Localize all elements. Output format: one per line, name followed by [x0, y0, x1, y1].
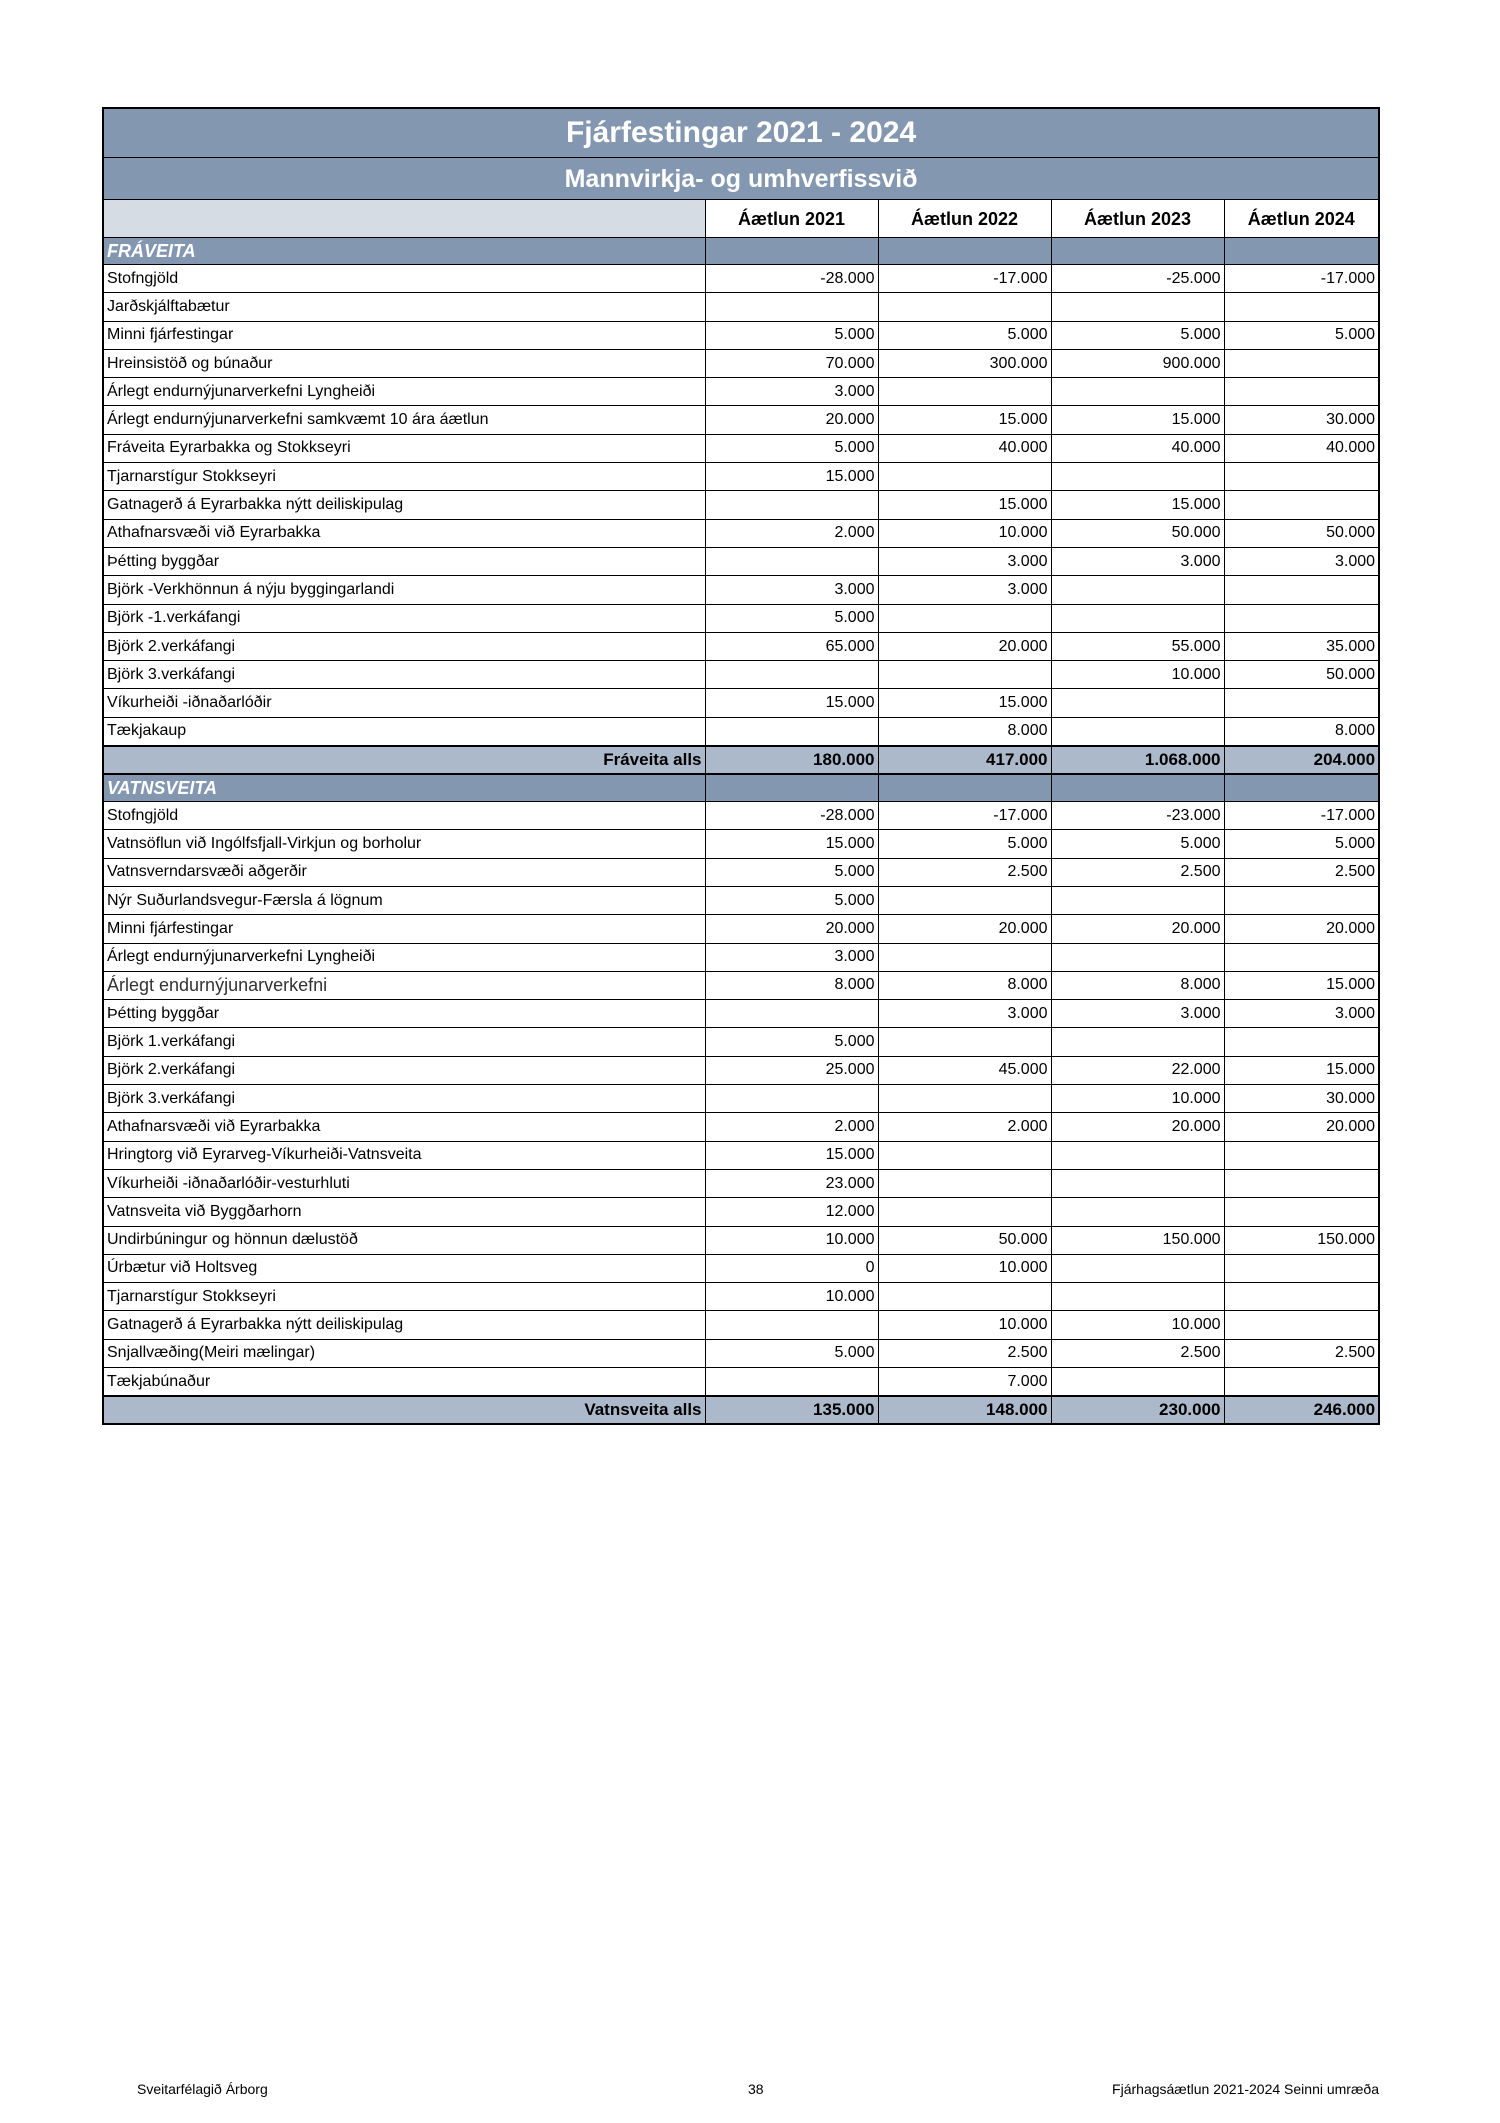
row-label: Gatnagerð á Eyrarbakka nýtt deiliskipulag: [103, 491, 705, 519]
row-value: 0: [705, 1254, 878, 1282]
row-value: 15.000: [705, 830, 878, 858]
row-value: [1051, 1367, 1224, 1396]
row-value: 10.000: [878, 1311, 1051, 1339]
row-label: Stofngjöld: [103, 265, 705, 293]
row-value: 15.000: [1051, 491, 1224, 519]
row-value: [1051, 689, 1224, 717]
row-value: [1224, 378, 1379, 406]
table-row: [103, 971, 1379, 999]
row-value: -17.000: [878, 802, 1051, 830]
row-value: 150.000: [1224, 1226, 1379, 1254]
row-value: [878, 943, 1051, 971]
row-label: Víkurheiði -iðnaðarlóðir-vesturhluti: [103, 1169, 705, 1197]
column-header-blank: [103, 200, 705, 238]
row-value: 8.000: [1224, 717, 1379, 746]
row-label: Tjarnarstígur Stokkseyri: [103, 463, 705, 491]
row-label: Jarðskjálftabætur: [103, 293, 705, 321]
row-value: 30.000: [1224, 406, 1379, 434]
row-label: Þétting byggðar: [103, 547, 705, 575]
table-row: [103, 1198, 1379, 1226]
row-value: [1224, 463, 1379, 491]
row-value: 5.000: [705, 604, 878, 632]
row-label: Árlegt endurnýjunarverkefni Lyngheiði: [103, 378, 705, 406]
row-value: [1224, 943, 1379, 971]
row-value: -28.000: [705, 802, 878, 830]
section-header-cell: [1224, 238, 1379, 265]
row-value: [878, 1085, 1051, 1113]
row-value: 20.000: [878, 632, 1051, 660]
row-label: Undirbúningur og hönnun dælustöð: [103, 1226, 705, 1254]
row-value: [1051, 943, 1224, 971]
row-value: 30.000: [1224, 1085, 1379, 1113]
row-value: 12.000: [705, 1198, 878, 1226]
row-value: [878, 1141, 1051, 1169]
row-value: 5.000: [1224, 830, 1379, 858]
row-value: 10.000: [1051, 1311, 1224, 1339]
row-label: Vatnsveita við Byggðarhorn: [103, 1198, 705, 1226]
row-label: Snjallvæðing(Meiri mælingar): [103, 1339, 705, 1367]
row-value: 150.000: [1051, 1226, 1224, 1254]
footer-document-title: Fjárhagsáætlun 2021-2024 Seinni umræða: [1112, 2081, 1379, 2097]
row-value: [1051, 378, 1224, 406]
row-value: [1224, 689, 1379, 717]
row-label: Athafnarsvæði við Eyrarbakka: [103, 1113, 705, 1141]
table-row: [103, 604, 1379, 632]
row-label: Gatnagerð á Eyrarbakka nýtt deiliskipulag: [103, 1311, 705, 1339]
row-value: [878, 1198, 1051, 1226]
row-label: Hringtorg við Eyrarveg-Víkurheiði-Vatnsveita: [103, 1141, 705, 1169]
row-value: [1224, 1141, 1379, 1169]
table-row: [103, 547, 1379, 575]
section-header-cell: [705, 238, 878, 265]
row-value: 900.000: [1051, 349, 1224, 377]
row-value: [1051, 576, 1224, 604]
row-label: Árlegt endurnýjunarverkefni: [103, 971, 705, 999]
row-value: 15.000: [705, 463, 878, 491]
row-label: Tækjakaup: [103, 717, 705, 746]
row-value: 25.000: [705, 1056, 878, 1084]
row-value: [1051, 463, 1224, 491]
row-value: 15.000: [705, 689, 878, 717]
table-row: [103, 1000, 1379, 1028]
row-value: [1224, 349, 1379, 377]
table-subtitle-row: [103, 158, 1379, 200]
row-value: [705, 1311, 878, 1339]
row-value: 15.000: [1224, 971, 1379, 999]
row-value: [1051, 1198, 1224, 1226]
table-row: [103, 858, 1379, 886]
row-value: [705, 491, 878, 519]
row-value: [705, 717, 878, 746]
row-value: 2.500: [1224, 1339, 1379, 1367]
table-row: [103, 915, 1379, 943]
table-row: [103, 519, 1379, 547]
row-value: 15.000: [1224, 1056, 1379, 1084]
row-value: [1224, 1283, 1379, 1311]
row-value: [1051, 604, 1224, 632]
row-value: 10.000: [705, 1226, 878, 1254]
table-row: [103, 1283, 1379, 1311]
row-value: 23.000: [705, 1169, 878, 1197]
row-value: -28.000: [705, 265, 878, 293]
section-header-cell: [1224, 774, 1379, 802]
section-header-row: [103, 774, 1379, 802]
row-value: 45.000: [878, 1056, 1051, 1084]
table-row: [103, 1113, 1379, 1141]
section-header-cell: [1051, 238, 1224, 265]
row-value: 3.000: [878, 1000, 1051, 1028]
row-value: [1224, 1198, 1379, 1226]
footer-municipality: Sveitarfélagið Árborg: [137, 2081, 268, 2097]
table-row: [103, 378, 1379, 406]
row-value: 50.000: [1051, 519, 1224, 547]
table-row: [103, 802, 1379, 830]
row-value: 7.000: [878, 1367, 1051, 1396]
row-value: 20.000: [1224, 915, 1379, 943]
column-header: Áætlun 2023: [1051, 200, 1224, 238]
row-label: Þétting byggðar: [103, 1000, 705, 1028]
row-value: [1224, 491, 1379, 519]
table-row: [103, 1339, 1379, 1367]
row-value: 3.000: [705, 943, 878, 971]
row-label: Úrbætur við Holtsveg: [103, 1254, 705, 1282]
row-value: [1051, 1028, 1224, 1056]
row-label: Athafnarsvæði við Eyrarbakka: [103, 519, 705, 547]
table-row: [103, 632, 1379, 660]
row-label: Björk 2.verkáfangi: [103, 1056, 705, 1084]
row-value: 20.000: [705, 915, 878, 943]
row-value: 3.000: [705, 576, 878, 604]
row-value: [705, 293, 878, 321]
row-label: Björk 3.verkáfangi: [103, 661, 705, 689]
row-value: 5.000: [705, 1028, 878, 1056]
table-row: [103, 1028, 1379, 1056]
row-value: 8.000: [878, 717, 1051, 746]
row-value: 5.000: [705, 858, 878, 886]
table-row: [103, 321, 1379, 349]
column-header: Áætlun 2021: [705, 200, 878, 238]
row-value: [878, 604, 1051, 632]
row-value: 2.500: [1224, 858, 1379, 886]
total-value: 417.000: [878, 746, 1051, 774]
row-value: 15.000: [878, 406, 1051, 434]
row-value: [705, 547, 878, 575]
table-row: [103, 1056, 1379, 1084]
total-value: 180.000: [705, 746, 878, 774]
row-value: [705, 1000, 878, 1028]
row-label: Árlegt endurnýjunarverkefni Lyngheiði: [103, 943, 705, 971]
row-value: -23.000: [1051, 802, 1224, 830]
table-row: [103, 463, 1379, 491]
table-row: [103, 1311, 1379, 1339]
row-value: [1224, 886, 1379, 914]
row-label: Vatnsöflun við Ingólfsfjall-Virkjun og borholur: [103, 830, 705, 858]
table-title: Fjárfestingar 2021 - 2024: [103, 108, 1379, 158]
row-value: 3.000: [1224, 1000, 1379, 1028]
row-label: Tækjabúnaður: [103, 1367, 705, 1396]
column-header: Áætlun 2022: [878, 200, 1051, 238]
row-label: Stofngjöld: [103, 802, 705, 830]
table-row: [103, 943, 1379, 971]
table-row: [103, 1085, 1379, 1113]
table-row: [103, 265, 1379, 293]
row-value: 70.000: [705, 349, 878, 377]
row-value: 15.000: [705, 1141, 878, 1169]
row-value: 5.000: [705, 321, 878, 349]
footer-page-number: 38: [748, 2081, 764, 2097]
row-value: [1224, 293, 1379, 321]
table-row: [103, 717, 1379, 746]
row-value: 20.000: [1051, 1113, 1224, 1141]
section-title: VATNSVEITA: [103, 774, 705, 802]
table-row: [103, 293, 1379, 321]
row-value: 10.000: [1051, 661, 1224, 689]
row-value: 5.000: [1051, 321, 1224, 349]
row-label: Minni fjárfestingar: [103, 321, 705, 349]
row-value: 40.000: [1051, 434, 1224, 462]
row-value: 50.000: [1224, 519, 1379, 547]
section-header-row: [103, 238, 1379, 265]
row-value: [1051, 886, 1224, 914]
row-value: 50.000: [878, 1226, 1051, 1254]
row-value: 10.000: [878, 1254, 1051, 1282]
row-value: 35.000: [1224, 632, 1379, 660]
row-value: 40.000: [1224, 434, 1379, 462]
row-label: Minni fjárfestingar: [103, 915, 705, 943]
row-value: 20.000: [705, 406, 878, 434]
row-value: 5.000: [878, 830, 1051, 858]
row-value: 2.500: [1051, 858, 1224, 886]
table-row: [103, 491, 1379, 519]
row-value: 10.000: [705, 1283, 878, 1311]
row-value: [1224, 576, 1379, 604]
row-value: [1051, 1254, 1224, 1282]
table-row: [103, 1169, 1379, 1197]
row-value: 40.000: [878, 434, 1051, 462]
row-value: 20.000: [1051, 915, 1224, 943]
row-value: [878, 463, 1051, 491]
section-total-row: [103, 1396, 1379, 1424]
row-value: 3.000: [878, 576, 1051, 604]
total-value: 135.000: [705, 1396, 878, 1424]
row-value: [878, 1283, 1051, 1311]
row-label: Tjarnarstígur Stokkseyri: [103, 1283, 705, 1311]
row-value: [1051, 293, 1224, 321]
row-value: [878, 661, 1051, 689]
row-label: Björk 3.verkáfangi: [103, 1085, 705, 1113]
row-value: 5.000: [1224, 321, 1379, 349]
row-value: 8.000: [1051, 971, 1224, 999]
row-value: 15.000: [878, 491, 1051, 519]
row-value: [1224, 1254, 1379, 1282]
row-value: 3.000: [1224, 547, 1379, 575]
row-value: [1051, 1283, 1224, 1311]
row-value: 15.000: [878, 689, 1051, 717]
table-row: [103, 349, 1379, 377]
table-row: [103, 434, 1379, 462]
row-label: Nýr Suðurlandsvegur-Færsla á lögnum: [103, 886, 705, 914]
table-title-row: [103, 108, 1379, 158]
row-value: 55.000: [1051, 632, 1224, 660]
row-value: 2.500: [878, 858, 1051, 886]
row-value: 2.000: [705, 519, 878, 547]
table-row: [103, 1254, 1379, 1282]
row-label: Hreinsistöð og búnaður: [103, 349, 705, 377]
total-value: 246.000: [1224, 1396, 1379, 1424]
row-value: 5.000: [705, 1339, 878, 1367]
row-value: [878, 1028, 1051, 1056]
row-value: [705, 1085, 878, 1113]
row-value: 50.000: [1224, 661, 1379, 689]
row-value: [1224, 1028, 1379, 1056]
row-label: Vatnsverndarsvæði aðgerðir: [103, 858, 705, 886]
row-value: 10.000: [1051, 1085, 1224, 1113]
table-subtitle: Mannvirkja- og umhverfissvið: [103, 158, 1379, 200]
row-value: -25.000: [1051, 265, 1224, 293]
table-row: [103, 661, 1379, 689]
row-value: [1224, 1311, 1379, 1339]
row-label: Björk 2.verkáfangi: [103, 632, 705, 660]
row-value: [878, 378, 1051, 406]
table-row: [103, 576, 1379, 604]
row-value: 5.000: [705, 886, 878, 914]
row-value: 8.000: [705, 971, 878, 999]
row-value: [705, 661, 878, 689]
section-header-cell: [878, 774, 1051, 802]
row-value: 2.000: [705, 1113, 878, 1141]
section-title: FRÁVEITA: [103, 238, 705, 265]
row-value: 15.000: [1051, 406, 1224, 434]
row-value: [1224, 604, 1379, 632]
section-header-cell: [878, 238, 1051, 265]
row-label: Árlegt endurnýjunarverkefni samkvæmt 10 ára áætlun: [103, 406, 705, 434]
row-value: 3.000: [1051, 547, 1224, 575]
row-value: [1051, 1169, 1224, 1197]
row-value: 3.000: [1051, 1000, 1224, 1028]
row-value: [1051, 1141, 1224, 1169]
row-label: Björk -1.verkáfangi: [103, 604, 705, 632]
table-row: [103, 406, 1379, 434]
total-value: 148.000: [878, 1396, 1051, 1424]
row-value: [705, 1367, 878, 1396]
row-value: 10.000: [878, 519, 1051, 547]
row-value: [878, 293, 1051, 321]
investment-table: [102, 107, 1380, 1425]
row-value: 20.000: [1224, 1113, 1379, 1141]
row-value: [1224, 1367, 1379, 1396]
row-value: 8.000: [878, 971, 1051, 999]
table-row: [103, 1367, 1379, 1396]
total-value: 1.068.000: [1051, 746, 1224, 774]
row-value: [878, 886, 1051, 914]
total-value: 230.000: [1051, 1396, 1224, 1424]
row-value: 65.000: [705, 632, 878, 660]
row-label: Björk -Verkhönnun á nýju byggingarlandi: [103, 576, 705, 604]
row-value: 5.000: [878, 321, 1051, 349]
row-value: 20.000: [878, 915, 1051, 943]
row-value: 2.000: [878, 1113, 1051, 1141]
row-value: 5.000: [1051, 830, 1224, 858]
table-row: [103, 830, 1379, 858]
row-value: -17.000: [1224, 802, 1379, 830]
total-label: Vatnsveita alls: [103, 1396, 705, 1424]
row-label: Fráveita Eyrarbakka og Stokkseyri: [103, 434, 705, 462]
row-label: Björk 1.verkáfangi: [103, 1028, 705, 1056]
row-value: 22.000: [1051, 1056, 1224, 1084]
table-row: [103, 1141, 1379, 1169]
row-value: -17.000: [878, 265, 1051, 293]
row-label: Víkurheiði -iðnaðarlóðir: [103, 689, 705, 717]
table-row: [103, 886, 1379, 914]
section-header-cell: [705, 774, 878, 802]
table-row: [103, 689, 1379, 717]
total-value: 204.000: [1224, 746, 1379, 774]
row-value: [1224, 1169, 1379, 1197]
column-header-row: [103, 200, 1379, 238]
row-value: 2.500: [878, 1339, 1051, 1367]
section-total-row: [103, 746, 1379, 774]
section-header-cell: [1051, 774, 1224, 802]
row-value: 3.000: [705, 378, 878, 406]
total-label: Fráveita alls: [103, 746, 705, 774]
row-value: [878, 1169, 1051, 1197]
row-value: 3.000: [878, 547, 1051, 575]
row-value: 5.000: [705, 434, 878, 462]
row-value: [1051, 717, 1224, 746]
row-value: -17.000: [1224, 265, 1379, 293]
row-value: 300.000: [878, 349, 1051, 377]
column-header: Áætlun 2024: [1224, 200, 1379, 238]
table-row: [103, 1226, 1379, 1254]
row-value: 2.500: [1051, 1339, 1224, 1367]
